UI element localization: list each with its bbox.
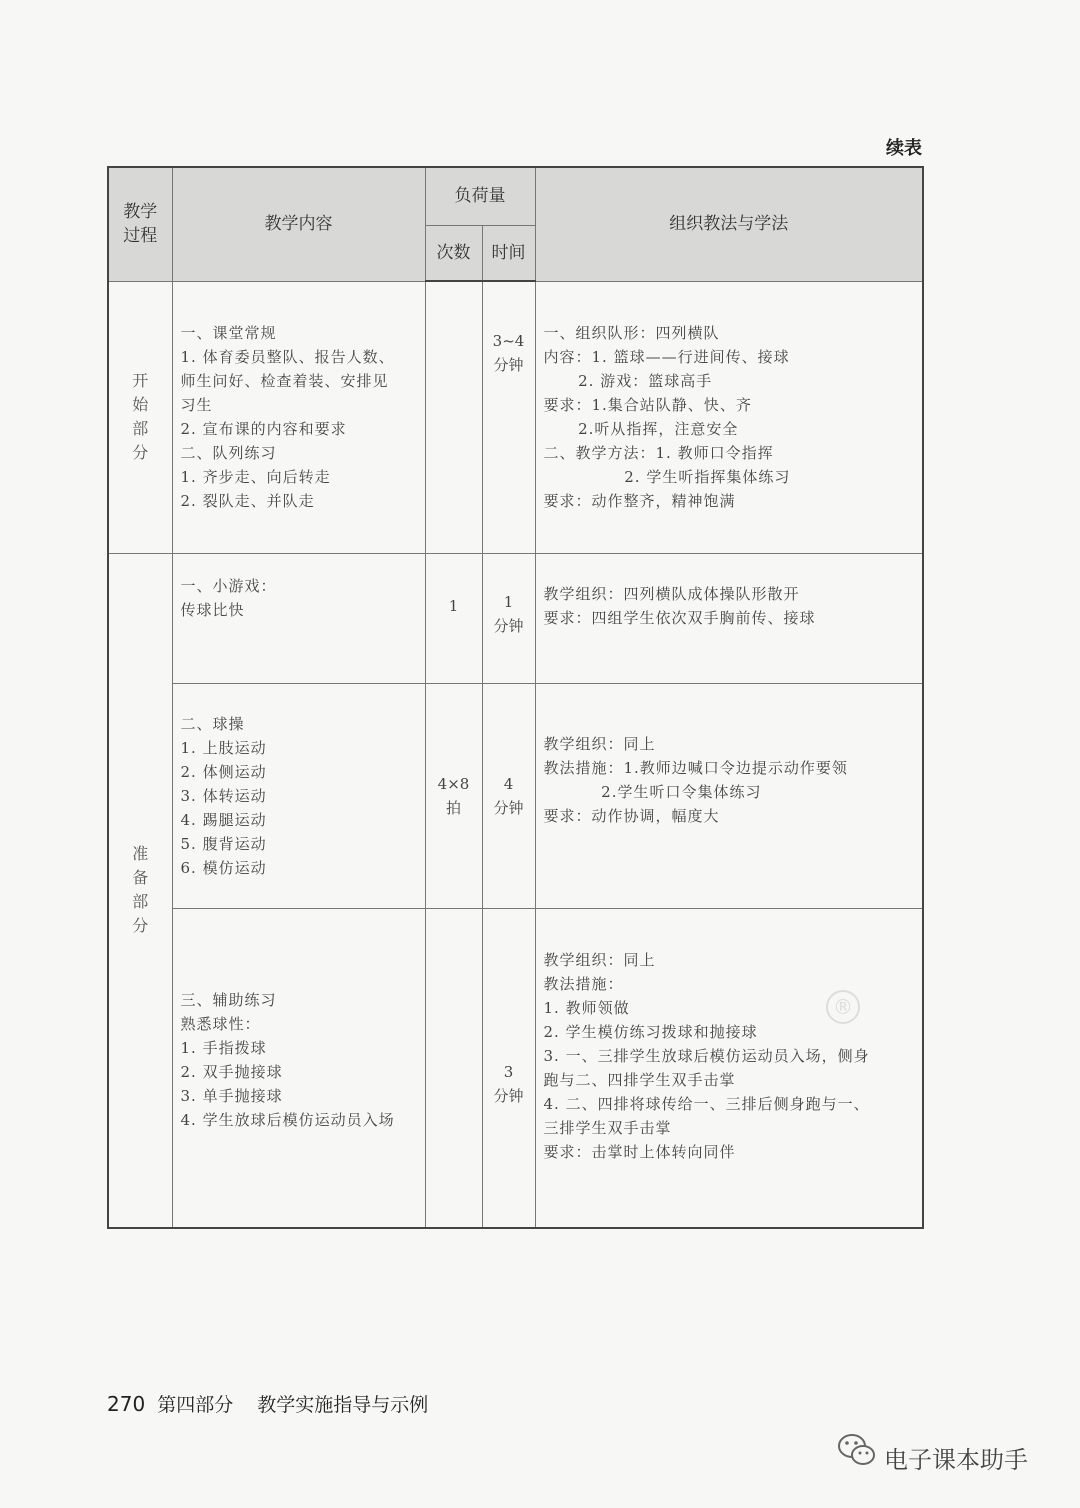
header-count: 次数 <box>425 225 482 281</box>
wechat-logo-icon <box>835 1430 879 1470</box>
content-cell <box>172 908 425 1228</box>
row-method: 教学组织：四列横队成体操队形散开 要求：四组学生依次双手胸前传、接球 <box>543 585 816 627</box>
header-process <box>108 167 172 281</box>
time-cell <box>482 683 535 908</box>
row-time: 3 分钟 <box>493 1062 524 1105</box>
stage-char: 始 <box>132 395 149 414</box>
count-cell <box>425 553 482 683</box>
count-cell <box>425 281 482 553</box>
method-cell <box>535 908 923 1228</box>
lesson-plan-table <box>107 166 924 1229</box>
time-cell <box>482 908 535 1228</box>
registered-mark-icon: ® <box>826 990 860 1024</box>
row-content: 三、辅助练习 熟悉球性： 1. 手指拨球 2. 双手抛接球 3. 单手抛接球 4. 学生放球后模仿运动员入场 <box>180 990 395 1129</box>
row-method: 教学组织：同上 教法措施： 1. 教师领做 2. 学生模仿练习拨球和抛接球 3. 一、三排学生放球后模仿运动员入场，侧身 跑与二、四排学生双手击掌 4. 二、四排将球传给一、三排后侧身跑与一、 三排学生双手击掌 要求：击掌时上体转向同伴 <box>543 950 870 1161</box>
header-load: 负荷量 <box>425 167 535 225</box>
stage-char: 备 <box>132 868 149 888</box>
header-method: 组织教法与学法 <box>535 167 923 281</box>
row-time: 3~4 分钟 <box>492 332 525 375</box>
row-content: 一、课堂常规 1. 体育委员整队、报告人数、 师生问好、检查着装、安排见 习生 2. 宣布课的内容和要求 二、队列练习 1. 齐步走、向后转走 2. 裂队走、并队走 <box>180 324 395 510</box>
row-time: 1 分钟 <box>493 593 524 635</box>
footer-part: 第四部分 <box>157 1394 234 1416</box>
table-row <box>108 683 923 908</box>
page-footer <box>107 1390 428 1417</box>
count-cell <box>425 683 482 908</box>
row-content: 二、球操 1. 上肢运动 2. 体侧运动 3. 体转运动 4. 踢腿运动 5. 腹背运动 6. 模仿运动 <box>180 714 267 877</box>
header-process-text: 教学 过程 <box>123 202 158 247</box>
stage-char: 分 <box>132 916 149 936</box>
row-content: 一、小游戏： 传球比快 <box>180 577 277 619</box>
content-cell <box>172 683 425 908</box>
stage-char: 准 <box>132 844 149 864</box>
time-cell <box>482 281 535 553</box>
stage-cell-prepare <box>108 553 172 1228</box>
row-time: 4 分钟 <box>493 774 524 817</box>
table-row <box>108 553 923 683</box>
content-cell <box>172 553 425 683</box>
row-count: 4×8 拍 <box>437 774 470 817</box>
stage-label-prepare <box>109 842 172 938</box>
stage-cell-start <box>108 281 172 553</box>
method-cell <box>535 281 923 553</box>
count-cell <box>425 908 482 1228</box>
row-method: 一、组织队形：四列横队 内容：1. 篮球——行进间传、接球 2. 游戏：篮球高手 要求：1.集合站队静、快、齐 2.听从指挥，注意安全 二、教学方法：1. 教师口令指挥 2. 学生听指挥集体练习 要求：动作整齐，精神饱满 <box>543 324 791 510</box>
header-content: 教学内容 <box>172 167 425 281</box>
table-row <box>108 281 923 553</box>
footer-title: 教学实施指导与示例 <box>257 1394 429 1416</box>
watermark-text: 电子课本助手 <box>884 1446 1028 1474</box>
stage-char: 部 <box>132 892 149 912</box>
stage-label-start <box>109 369 172 465</box>
stage-char: 部 <box>132 419 149 438</box>
continued-label: 续表 <box>886 138 922 159</box>
stage-char: 开 <box>132 371 149 390</box>
method-cell <box>535 683 923 908</box>
header-time: 时间 <box>482 225 535 281</box>
time-cell <box>482 553 535 683</box>
row-method: 教学组织：同上 教法措施：1.教师边喊口令边提示动作要领 2.学生听口令集体练习 要求：动作协调，幅度大 <box>543 734 848 825</box>
stage-char: 分 <box>132 443 149 462</box>
table-row <box>108 908 923 1228</box>
page-number: 270 <box>107 1392 146 1416</box>
row-count: 1 <box>448 597 459 615</box>
method-cell <box>535 553 923 683</box>
content-cell <box>172 281 425 553</box>
